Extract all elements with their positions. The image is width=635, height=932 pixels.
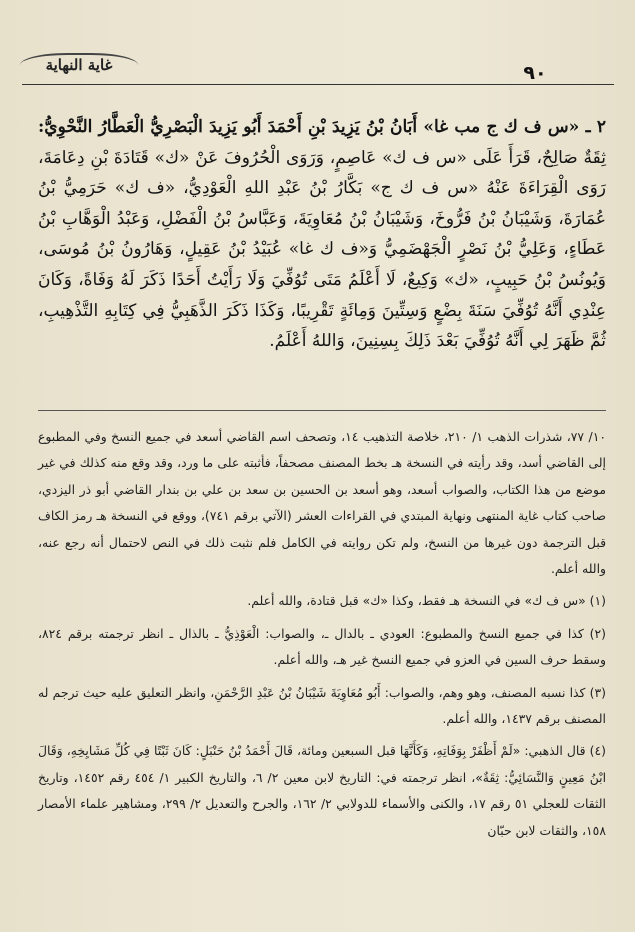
running-title: غاية النهاية — [45, 56, 113, 74]
entry-heading: ٢ ـ «س ف ك ج مب غا» أَبَانُ بْنُ يَزِيدَ بْنِ أَحْمَدَ أَبُو يَزِيدَ الْبَصْرِيُّ الْعَطَّارُ النَّحْوِيُّ: — [38, 117, 606, 137]
footnote-1: (١) «س ف ك» في النسخة هـ فقط، وكذا «ك» قبل قتادة، والله أعلم. — [247, 593, 606, 609]
footnote-2: (٢) كذا في جميع النسخ والمطبوع: العودي ـ بالدال ـ، والصواب: الْعَوْذِيُّ ـ بالذال ـ انظر ترجمته برقم ٨٢٤، وسقط حرف السين في العزو في جميع النسخ غير هـ، والله أعلم. — [38, 625, 606, 668]
footnotes — [38, 424, 606, 850]
biography-entry — [38, 112, 606, 357]
footnote-continuation: ١٠/ ٧٧، شذرات الذهب ١/ ٢١٠، خلاصة التذهيب ١٤، وتصحف اسم القاضي أسعد في جميع النسخ وفي المطبوع إلى القاضي أسد، وقد رأيته في النسخة هـ بخط المصنف مصحفاً، فأثبته على ما ورد، وقد وقع منه كذلك في غير موضع من هذا الكتاب، والصواب أسعد، وهو أسعد بن الحسين بن سعد بن علي بن بندار القاضي أبو ذر اليزدي، صاحب كتاب غاية المنتهى ونهاية المبتدي في القراءات العشر (الآتي برقم ٧٤١)، ووقع في النسخة هـ رمز الكاف قبل الترجمة دون غيرها من النسخ، ولم تكن روايته في الكامل فلم نثبت ذلك في النص لاحتمال أنه رجع عنه، والله أعلم. — [38, 429, 606, 577]
entry-body: ثِقَةٌ صَالِحٌ، قَرَأَ عَلَى «س ف ك» عَاصِمٍ، وَرَوَى الْحُرُوفَ عَنْ «ك» قَتَادَةَ بْنِ دِعَامَةَ، رَوَى الْقِرَاءَةَ عَنْهُ «س ف ك ج» بَكَّارُ بْنُ عَبْدِ اللهِ الْعَوْدِيُّ، «ف ك» حَرَمِيُّ بْنُ عُمَارَةَ، وَشَيْبَانُ بْنُ فَرُّوخَ، وَشَيْبَانُ بْنُ مُعَاوِيَةَ، وَعَبَّاسُ بْنُ الْفَضْلِ، وَعَبْدُ الْوَهَّابِ بْنُ عَطَاءٍ، وَعَلِيُّ بْنُ نَصْرٍ الْجَهْضَمِيُّ وَ«ف ك غا» عُبَيْدُ بْنُ عَقِيلٍ، وَهَارُونُ بْنُ مُوسَى، وَيُونُسُ بْنُ حَبِيبٍ، «ك» وَكِيعٌ، لَا أَعْلَمُ مَتَى تُوُفِّيَ وَلَا رَأَيْتُ أَحَدًا ذَكَرَ لَهُ وَفَاةً، وَكَانَ عِنْدِي أَنَّهُ تُوُفِّيَ سَنَةَ بِضْعٍ وَسِتِّينَ وَمِائَةٍ تَقْرِيبًا، وَكَذَا ذَكَرَ الذَّهَبِيُّ فِي كِتَابِهِ التَّذْهِيبِ، ثُمَّ ظَهَرَ لِي أَنَّهُ تُوُفِّيَ بَعْدَ ذَلِكَ بِسِنِينَ، وَاللهُ أَعْلَمُ. — [38, 147, 606, 352]
page-header — [0, 0, 635, 92]
footnote-separator — [38, 410, 606, 411]
page-number: ٩٠ — [523, 62, 547, 84]
header-rule — [22, 84, 614, 85]
footnote-4: (٤) قال الذهبي: «لَمْ أَظْفَرْ بِوَفَاتِهِ، وَكَأَنَّهَا قبل السبعين ومائة، قَالَ أَحْمَدُ بْنُ حَنْبَلٍ: كَانَ ثَبْتًا فِي كُلِّ مَشَايِخِهِ، وَقَالَ ابْنُ مَعِينٍ وَالنَّسَائِيُّ: ثِقَةٌ»، انظر ترجمته في: التاريخ لابن معين ٢/ ٦، والتاريخ الكبير ١/ ٤٥٤ رقم ١٤٥٢، وتاريخ الثقات للعجلي ٥١ رقم ١٧، والكنى والأسماء للدولابي ٢/ ١٦٢، والجرح والتعديل ٢/ ٢٩٩، ومشاهير علماء الأمصار ١٥٨، والثقات لابن حبّان — [38, 743, 607, 838]
footnote-3: (٣) كذا نسبه المصنف، وهو وهم، والصواب: أَبُو مُعَاوِيَةَ شَيْبَانُ بْنُ عَبْدِ الرَّحْمَنِ، وانظر التعليق عليه حيث ترجم له المصنف برقم ١٤٣٧، والله أعلم. — [38, 684, 606, 727]
main-text — [38, 112, 606, 357]
